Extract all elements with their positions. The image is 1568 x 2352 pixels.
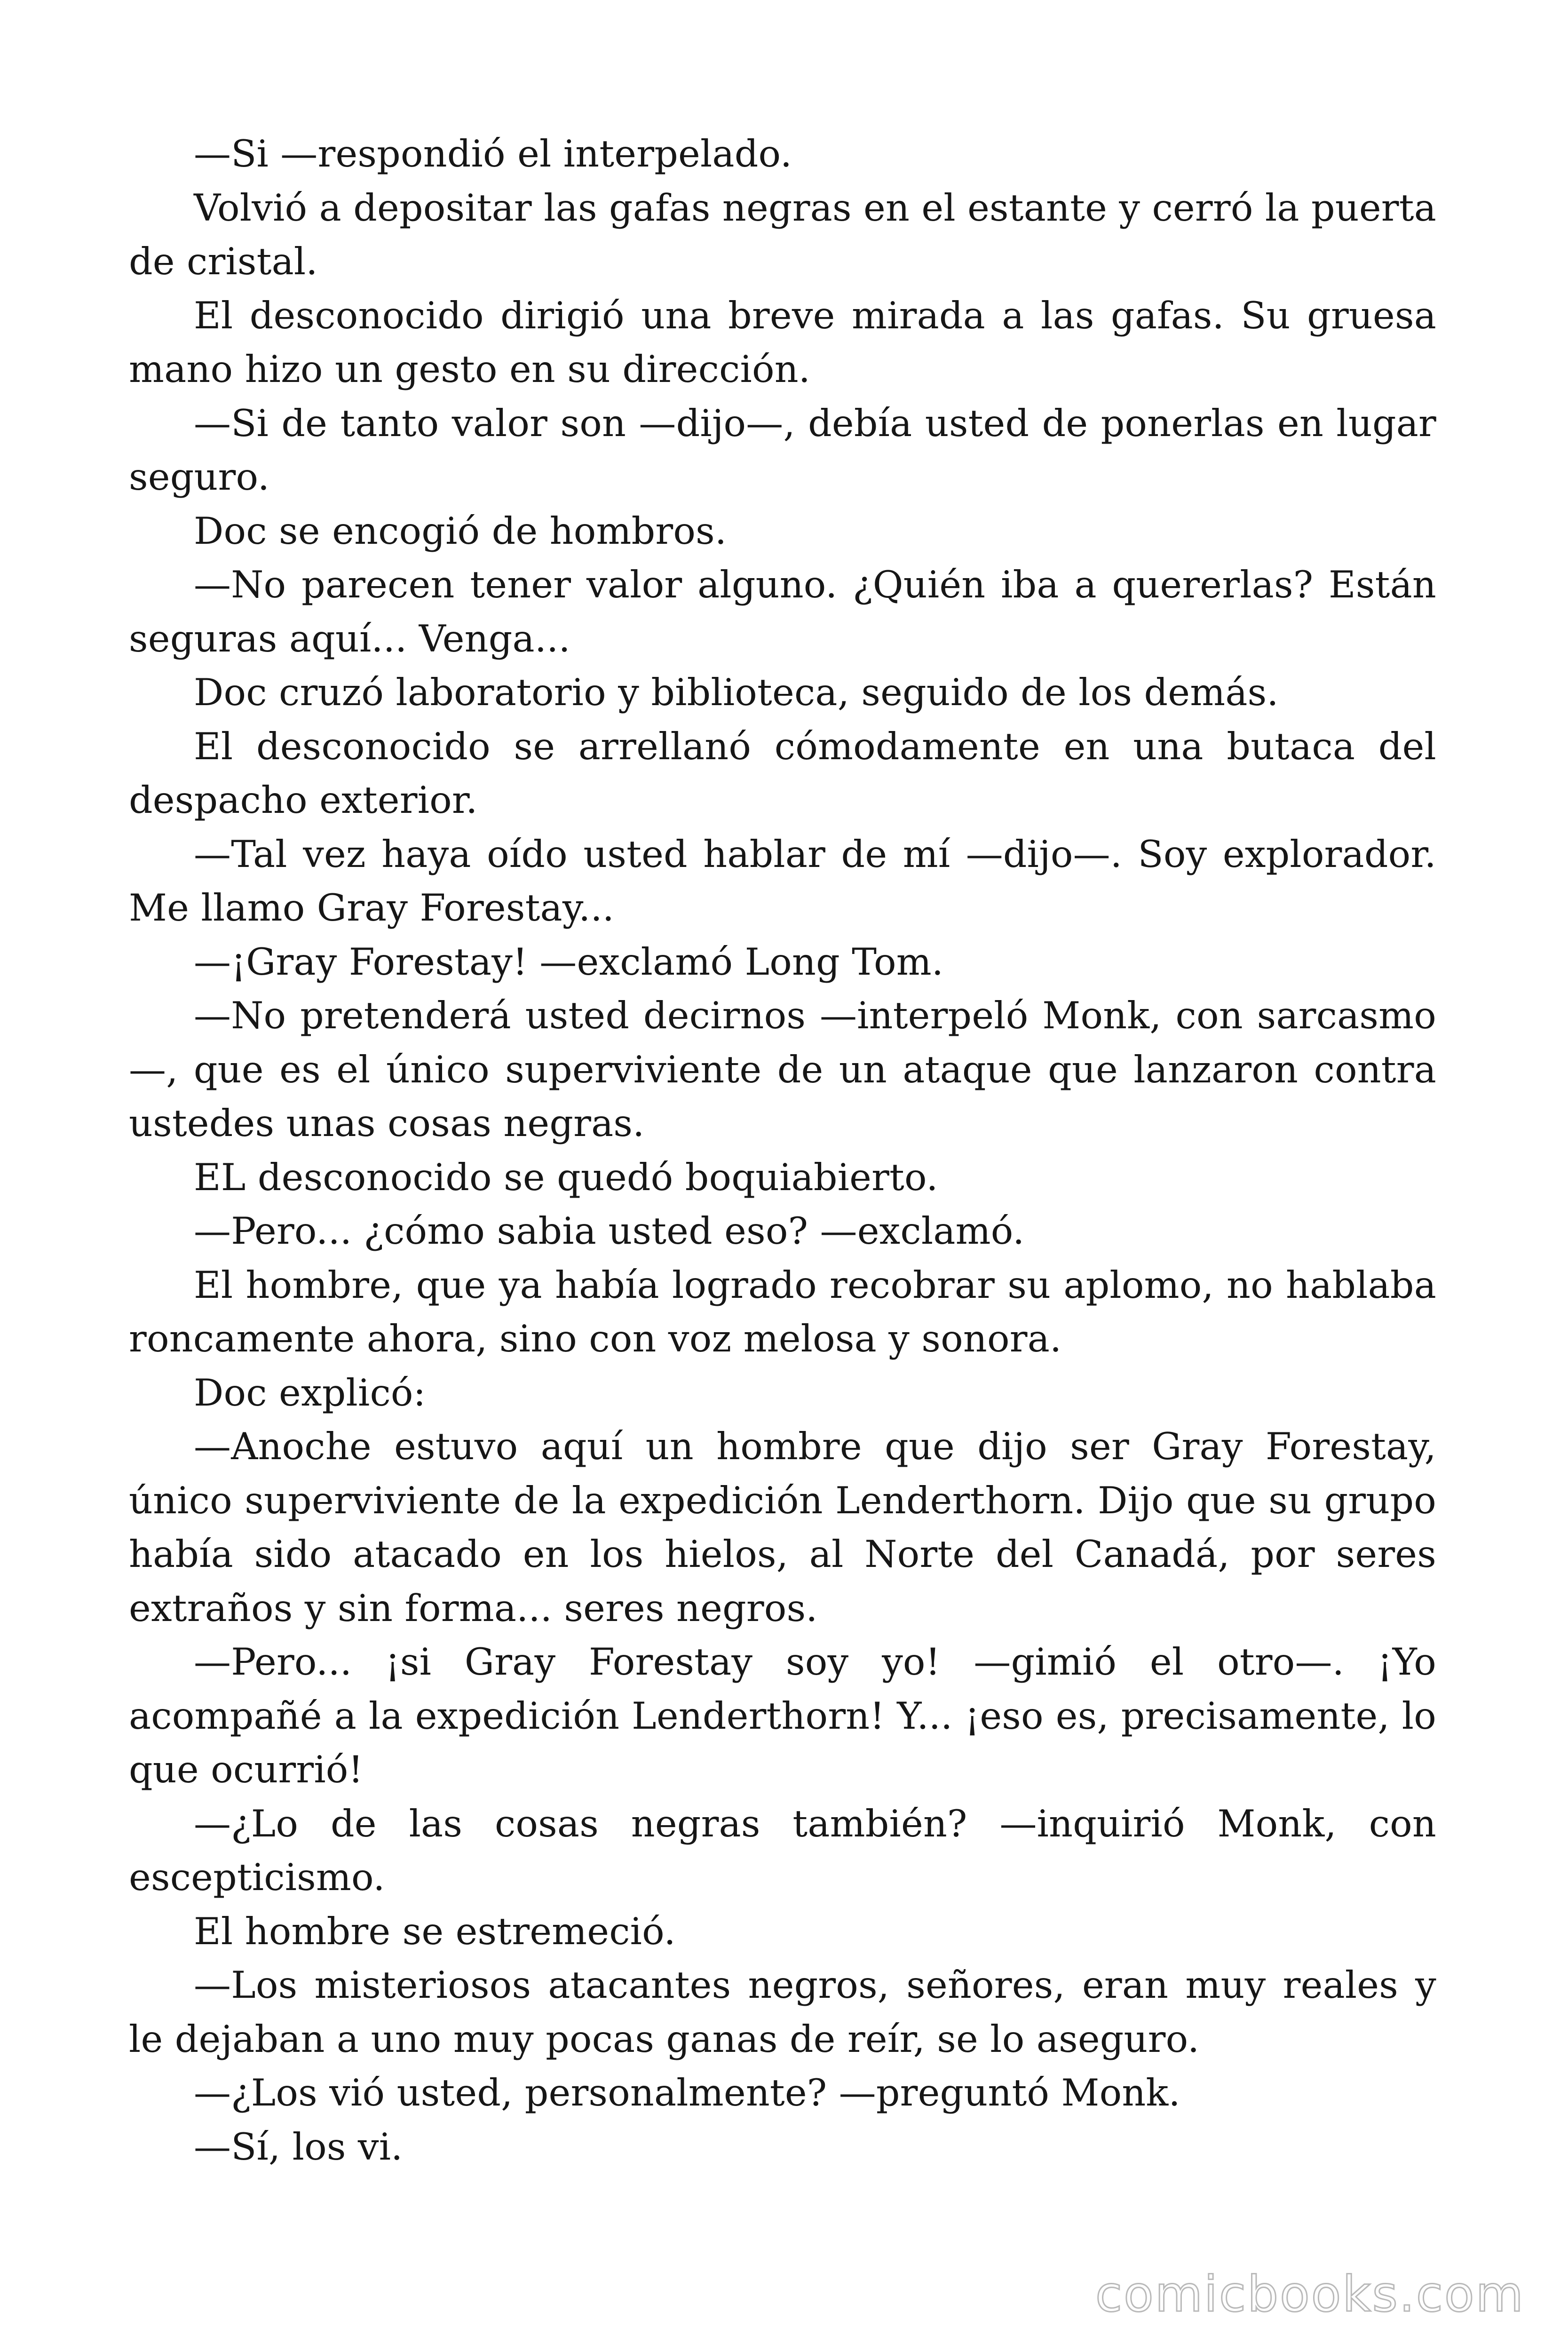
watermark: comicbooks.com	[1095, 2265, 1525, 2323]
paragraph: —No pretenderá usted decirnos —interpeló Monk, con sarcasmo —, que es el único superviviente de un ataque que lanzaron contra ustedes unas cosas negras.	[129, 994, 1436, 1145]
paragraph: —Anoche estuvo aquí un hombre que dijo ser Gray Forestay, único superviviente de la expedición Lenderthorn. Dijo que su grupo había sido atacado en los hielos, al Norte del Canadá, por seres extraños y sin forma... seres negros.	[129, 1425, 1436, 1630]
paragraph: Doc cruzó laboratorio y biblioteca, seguido de los demás.	[194, 671, 1279, 714]
paragraph: —Pero... ¡si Gray Forestay soy yo! —gimió el otro—. ¡Yo acompañé a la expedición Lenderthorn! Y... ¡eso es, precisamente, lo que ocurrió!	[129, 1640, 1436, 1791]
paragraph: Doc se encogió de hombros.	[194, 509, 727, 553]
paragraph: —Si —respondió el interpelado.	[194, 132, 792, 175]
paragraph: —Pero... ¿cómo sabia usted eso? —exclamó.	[194, 1209, 1025, 1253]
paragraph: EL desconocido se quedó boquiabierto.	[194, 1155, 938, 1199]
paragraph: —No parecen tener valor alguno. ¿Quién iba a quererlas? Están seguras aquí... Venga...	[129, 563, 1436, 660]
paragraph: —Tal vez haya oído usted hablar de mí —dijo—. Soy explorador. Me llamo Gray Forestay...	[129, 832, 1436, 930]
paragraph: —¡Gray Forestay! —exclamó Long Tom.	[194, 940, 944, 984]
page-body	[129, 127, 1436, 2174]
paragraph: El desconocido se arrellanó cómodamente en una butaca del despacho exterior.	[129, 724, 1436, 822]
paragraph: —Los misteriosos atacantes negros, señores, eran muy reales y le dejaban a uno muy pocas ganas de reír, se lo aseguro.	[129, 1963, 1436, 2061]
paragraph: Doc explicó:	[194, 1371, 426, 1414]
paragraph: El hombre, que ya había logrado recobrar su aplomo, no hablaba roncamente ahora, sino con voz melosa y sonora.	[129, 1263, 1436, 1360]
paragraph: El hombre se estremeció.	[194, 1909, 676, 1953]
paragraph: —¿Lo de las cosas negras también? —inquirió Monk, con escepticismo.	[129, 1802, 1436, 1899]
paragraph: Volvió a depositar las gafas negras en el estante y cerró la puerta de cristal.	[129, 186, 1436, 283]
paragraph: —¿Los vió usted, personalmente? —preguntó Monk.	[194, 2071, 1180, 2114]
paragraph: —Sí, los vi.	[194, 2125, 403, 2169]
paragraph: El desconocido dirigió una breve mirada a las gafas. Su gruesa mano hizo un gesto en su dirección.	[129, 294, 1436, 391]
paragraph: —Si de tanto valor son —dijo—, debía usted de ponerlas en lugar seguro.	[129, 401, 1436, 499]
